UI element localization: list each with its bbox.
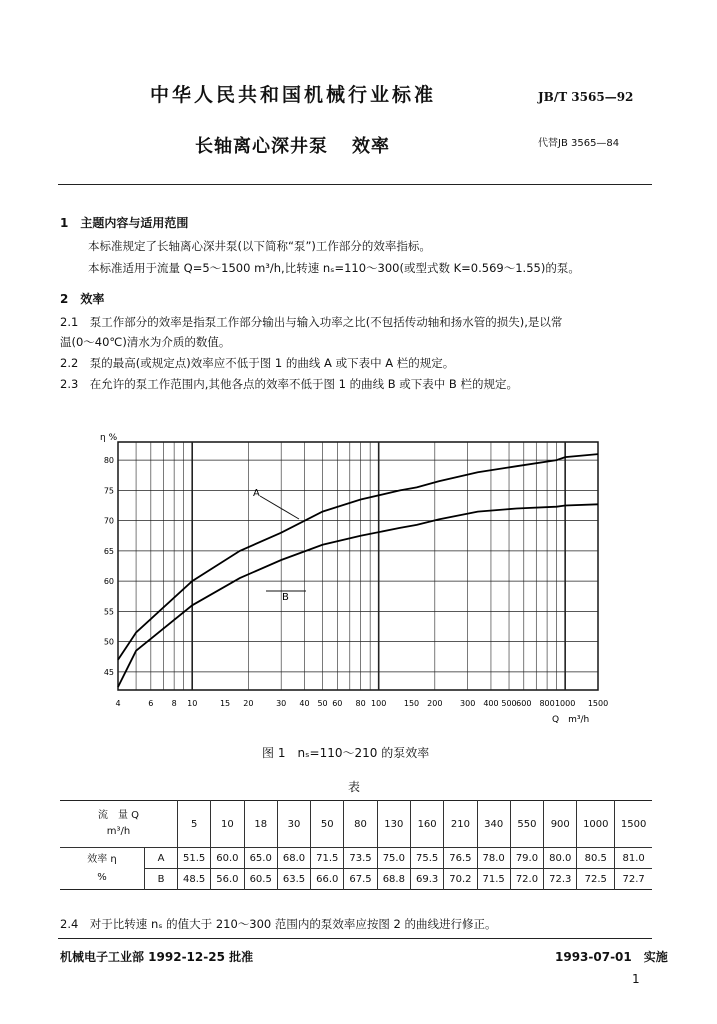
y-axis-unit: η % bbox=[100, 433, 118, 443]
efficiency-value-cell: 66.0 bbox=[311, 869, 344, 890]
efficiency-value-cell: 80.5 bbox=[577, 848, 615, 869]
clause-2-2: 2.2 泵的最高(或规定点)效率应不低于图 1 的曲线 A 或下表中 A 栏的规定。 bbox=[60, 356, 455, 370]
efficiency-value-cell: 60.5 bbox=[244, 869, 277, 890]
efficiency-value-cell: 80.0 bbox=[544, 848, 577, 869]
curve-b-label: B bbox=[282, 592, 289, 603]
x-tick-label: 8 bbox=[171, 699, 177, 708]
x-axis-unit: Q m³/h bbox=[552, 715, 590, 725]
efficiency-value-cell: 75.0 bbox=[377, 848, 410, 869]
efficiency-header-cell bbox=[60, 848, 145, 890]
chart-grid bbox=[118, 442, 598, 690]
efficiency-value-cell: 71.5 bbox=[477, 869, 510, 890]
table-row-a bbox=[60, 848, 652, 869]
efficiency-value-cell: 81.0 bbox=[615, 848, 652, 869]
standard-issuer-title: 中华人民共和国机械行业标准 bbox=[150, 84, 437, 106]
efficiency-value-cell: 48.5 bbox=[178, 869, 211, 890]
replaces-note: 代替JB 3565—84 bbox=[538, 138, 620, 149]
flow-header-cell bbox=[60, 801, 178, 848]
flow-value-cell: 1000 bbox=[577, 801, 615, 848]
efficiency-value-cell: 79.0 bbox=[510, 848, 543, 869]
x-tick-label: 15 bbox=[219, 699, 231, 708]
flow-value-cell: 18 bbox=[244, 801, 277, 848]
efficiency-value-cell: 72.0 bbox=[510, 869, 543, 890]
flow-label: 流 量 Q bbox=[97, 810, 140, 821]
efficiency-value-cell: 51.5 bbox=[178, 848, 211, 869]
y-tick-label: 45 bbox=[103, 667, 114, 677]
y-tick-label: 55 bbox=[103, 607, 114, 617]
y-tick-label: 70 bbox=[103, 516, 114, 526]
efficiency-value-cell: 76.5 bbox=[444, 848, 477, 869]
flow-value-cell: 30 bbox=[277, 801, 310, 848]
section1-heading: 1 主题内容与适用范围 bbox=[60, 216, 189, 230]
efficiency-value-cell: 67.5 bbox=[344, 869, 377, 890]
document-title-part2: 效率 bbox=[352, 136, 390, 157]
x-tick-label: 40 bbox=[299, 699, 310, 708]
efficiency-chart bbox=[100, 420, 620, 740]
document-title-main: 长轴离心深井泵 bbox=[195, 136, 328, 157]
effective-date: 1993-07-01 实施 bbox=[555, 950, 668, 964]
standard-code: JB/T 3565—92 bbox=[538, 90, 634, 104]
y-tick-labels bbox=[104, 456, 114, 677]
x-tick-label: 150 bbox=[403, 699, 420, 708]
x-tick-label: 60 bbox=[332, 699, 343, 708]
flow-value-cell: 130 bbox=[377, 801, 410, 848]
table-caption: 表 bbox=[348, 780, 361, 794]
footer-rule bbox=[58, 938, 652, 939]
efficiency-value-cell: 63.5 bbox=[277, 869, 310, 890]
efficiency-unit: % bbox=[97, 871, 107, 883]
efficiency-value-cell: 56.0 bbox=[211, 869, 244, 890]
x-tick-label: 1000 bbox=[554, 699, 576, 708]
flow-value-cell: 160 bbox=[410, 801, 443, 848]
x-tick-label: 400 bbox=[483, 699, 499, 708]
efficiency-value-cell: 65.0 bbox=[244, 848, 277, 869]
x-tick-labels bbox=[115, 699, 608, 708]
x-tick-label: 6 bbox=[148, 699, 154, 708]
flow-value-cell: 50 bbox=[311, 801, 344, 848]
series-line-b bbox=[118, 504, 598, 687]
efficiency-value-cell: 72.3 bbox=[544, 869, 577, 890]
efficiency-label: 效率 η bbox=[87, 853, 117, 865]
curve-a-label: A bbox=[253, 488, 260, 499]
flow-value-cell: 550 bbox=[510, 801, 543, 848]
flow-value-cell: 10 bbox=[211, 801, 244, 848]
efficiency-value-cell: 60.0 bbox=[211, 848, 244, 869]
efficiency-value-cell: 72.7 bbox=[615, 869, 652, 890]
table-row-b bbox=[60, 869, 652, 890]
curve-a-leader bbox=[260, 496, 299, 519]
efficiency-value-cell: 72.5 bbox=[577, 869, 615, 890]
efficiency-value-cell: 71.5 bbox=[311, 848, 344, 869]
document-title bbox=[195, 132, 390, 158]
y-tick-label: 60 bbox=[103, 577, 114, 587]
efficiency-table bbox=[60, 800, 652, 890]
flow-value-cell: 1500 bbox=[615, 801, 652, 848]
efficiency-value-cell: 68.8 bbox=[377, 869, 410, 890]
efficiency-value-cell: 78.0 bbox=[477, 848, 510, 869]
section1-paragraph1: 本标准规定了长轴离心深井泵(以下简称“泵”)工作部分的效率指标。 bbox=[88, 239, 431, 253]
clause-2-1-line1: 2.1 泵工作部分的效率是指泵工作部分输出与输入功率之比(不包括传动轴和扬水管的损失),是以常 bbox=[60, 315, 563, 329]
x-tick-label: 50 bbox=[317, 699, 328, 708]
section1-paragraph2: 本标准适用于流量 Q=5～1500 m³/h,比转速 nₛ=110～300(或型式数 K=0.569～1.55)的泵。 bbox=[88, 261, 580, 275]
series-line-a bbox=[118, 454, 598, 660]
clause-2-1-line2: 温(0～40℃)清水为介质的数值。 bbox=[60, 335, 231, 349]
section2-heading: 2 效率 bbox=[60, 292, 105, 306]
approval-note: 机械电子工业部 1992-12-25 批准 bbox=[60, 950, 254, 964]
x-tick-label: 80 bbox=[355, 699, 366, 708]
clause-2-3: 2.3 在允许的泵工作范围内,其他各点的效率不低于图 1 的曲线 B 或下表中 B 栏的规定。 bbox=[60, 377, 518, 391]
clause-2-4: 2.4 对于比转速 nₛ 的值大于 210～300 范围内的泵效率应按图 2 的曲线进行修正。 bbox=[60, 917, 497, 931]
chart-curves bbox=[118, 454, 598, 687]
table-header-row bbox=[60, 801, 652, 848]
flow-unit: m³/h bbox=[106, 826, 131, 837]
y-tick-label: 75 bbox=[103, 486, 114, 496]
x-tick-label: 100 bbox=[371, 699, 387, 708]
plot-frame bbox=[118, 442, 598, 690]
x-tick-label: 300 bbox=[460, 699, 476, 708]
x-tick-label: 1500 bbox=[587, 699, 609, 708]
header-rule bbox=[58, 184, 652, 185]
x-tick-label: 30 bbox=[276, 699, 287, 708]
flow-value-cell: 210 bbox=[444, 801, 477, 848]
x-tick-label: 200 bbox=[427, 699, 443, 708]
x-tick-label: 600 bbox=[516, 699, 532, 708]
x-tick-label: 4 bbox=[115, 699, 121, 708]
x-tick-label: 500 bbox=[501, 699, 517, 708]
efficiency-value-cell: 68.0 bbox=[277, 848, 310, 869]
x-tick-label: 20 bbox=[243, 699, 254, 708]
y-tick-label: 50 bbox=[103, 637, 114, 647]
efficiency-value-cell: 69.3 bbox=[410, 869, 443, 890]
x-tick-label: 800 bbox=[539, 699, 555, 708]
y-tick-label: 65 bbox=[103, 546, 114, 556]
figure-caption: 图 1 nₛ=110～210 的泵效率 bbox=[262, 746, 430, 760]
flow-value-cell: 900 bbox=[544, 801, 577, 848]
row-a-label: A bbox=[145, 848, 178, 869]
flow-value-cell: 5 bbox=[178, 801, 211, 848]
row-b-label: B bbox=[145, 869, 178, 890]
flow-value-cell: 80 bbox=[344, 801, 377, 848]
y-tick-label: 80 bbox=[103, 456, 114, 466]
flow-value-cell: 340 bbox=[477, 801, 510, 848]
page-number: 1 bbox=[632, 972, 640, 986]
efficiency-value-cell: 70.2 bbox=[444, 869, 477, 890]
x-tick-label: 10 bbox=[187, 699, 198, 708]
efficiency-value-cell: 73.5 bbox=[344, 848, 377, 869]
efficiency-value-cell: 75.5 bbox=[410, 848, 443, 869]
